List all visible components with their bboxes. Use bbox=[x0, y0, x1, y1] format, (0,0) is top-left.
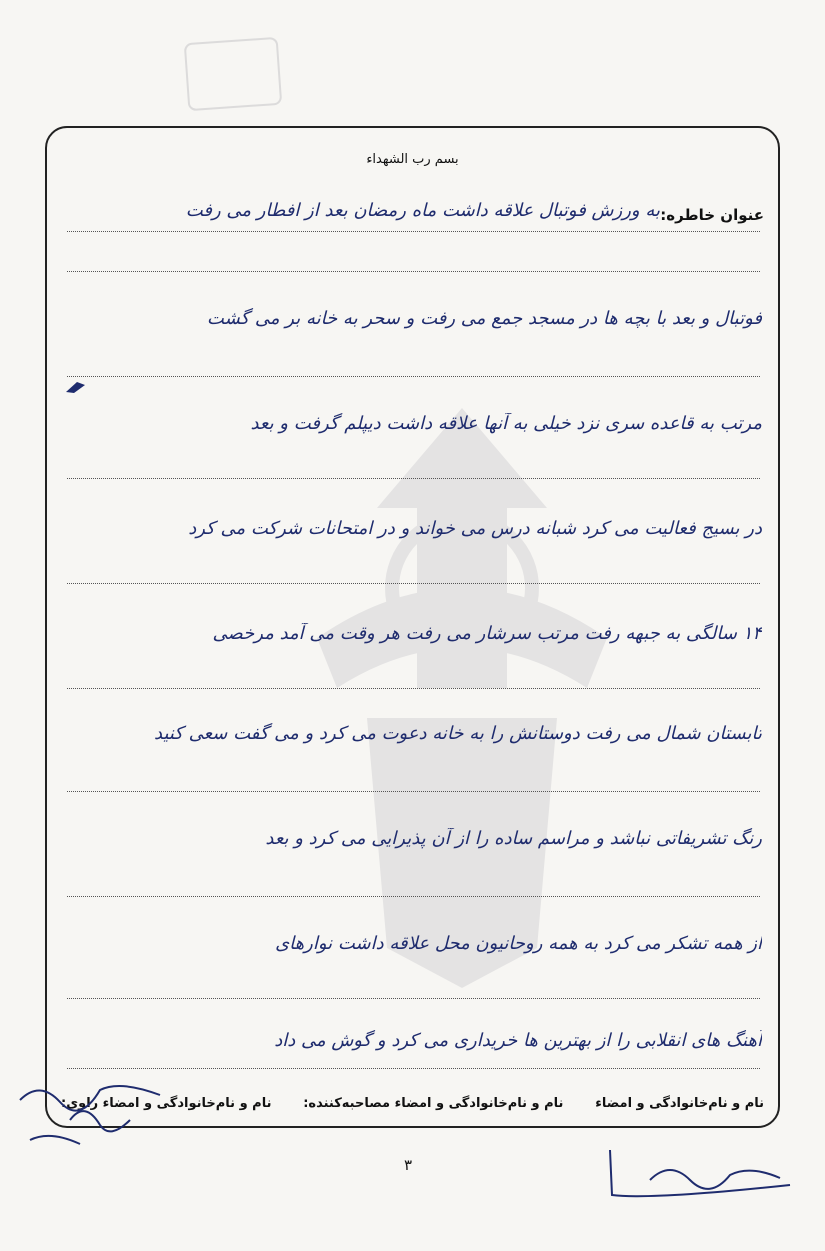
handwritten-line: رنگ تشریفاتی نباشد و مراسم ساده را از آن پذیرایی می کرد و بعد bbox=[265, 828, 762, 849]
writing-line bbox=[67, 688, 760, 689]
writing-line bbox=[67, 1068, 760, 1069]
handwritten-line: تابستان شمال می رفت دوستانش را به خانه دعوت می کرد و می گفت سعی کنید bbox=[154, 723, 762, 744]
writing-line bbox=[67, 791, 760, 792]
form-frame bbox=[45, 126, 780, 1128]
handwritten-line: به ورزش فوتبال علاقه داشت ماه رمضان بعد از افطار می رفت bbox=[185, 200, 660, 221]
handwritten-line: در بسیج فعالیت می کرد شبانه درس می خواند و در امتحانات شرکت می کرد bbox=[188, 518, 762, 539]
handwritten-line: ۱۴ سالگی به جبهه رفت مرتب سرشار می رفت هر وقت می آمد مرخصی bbox=[212, 623, 762, 644]
footer-interviewer-label: نام و نام‌خانوادگی و امضاء مصاحبه‌کننده: bbox=[303, 1096, 564, 1111]
page-number: ۳ bbox=[404, 1156, 413, 1174]
writing-line bbox=[67, 231, 760, 232]
writing-line bbox=[67, 583, 760, 584]
writing-line bbox=[67, 998, 760, 999]
archive-stamp bbox=[184, 37, 283, 111]
handwritten-line: از همه تشکر می کرد به همه روحانیون محل علاقه داشت نوارهای bbox=[275, 933, 762, 954]
handwritten-line: فوتبال و بعد با بچه ها در مسجد جمع می رفت و سحر به خانه بر می گشت bbox=[206, 308, 762, 329]
interviewer-signature bbox=[590, 1140, 810, 1210]
handwritten-line: آهنگ های انقلابی را از بهترین ها خریداری می کرد و گوش می داد bbox=[274, 1030, 762, 1051]
handwritten-line: مرتب به قاعده سری نزد خیلی به آنها علاقه داشت دیپلم گرفت و بعد bbox=[250, 413, 762, 434]
writing-line bbox=[67, 376, 760, 377]
narrator-signature bbox=[10, 1040, 170, 1150]
writing-line bbox=[67, 478, 760, 479]
writing-line bbox=[67, 271, 760, 272]
basmala-header: بسم رب الشهداء bbox=[366, 152, 459, 167]
pen-scribble-icon bbox=[65, 380, 87, 394]
memoir-title-label: عنوان خاطره: bbox=[660, 206, 764, 224]
footer-narrator-label: نام و نام‌خانوادگی و امضاء راوی: bbox=[61, 1096, 272, 1111]
footer-name-label: نام و نام‌خانوادگی و امضاء bbox=[595, 1096, 764, 1111]
writing-line bbox=[67, 896, 760, 897]
